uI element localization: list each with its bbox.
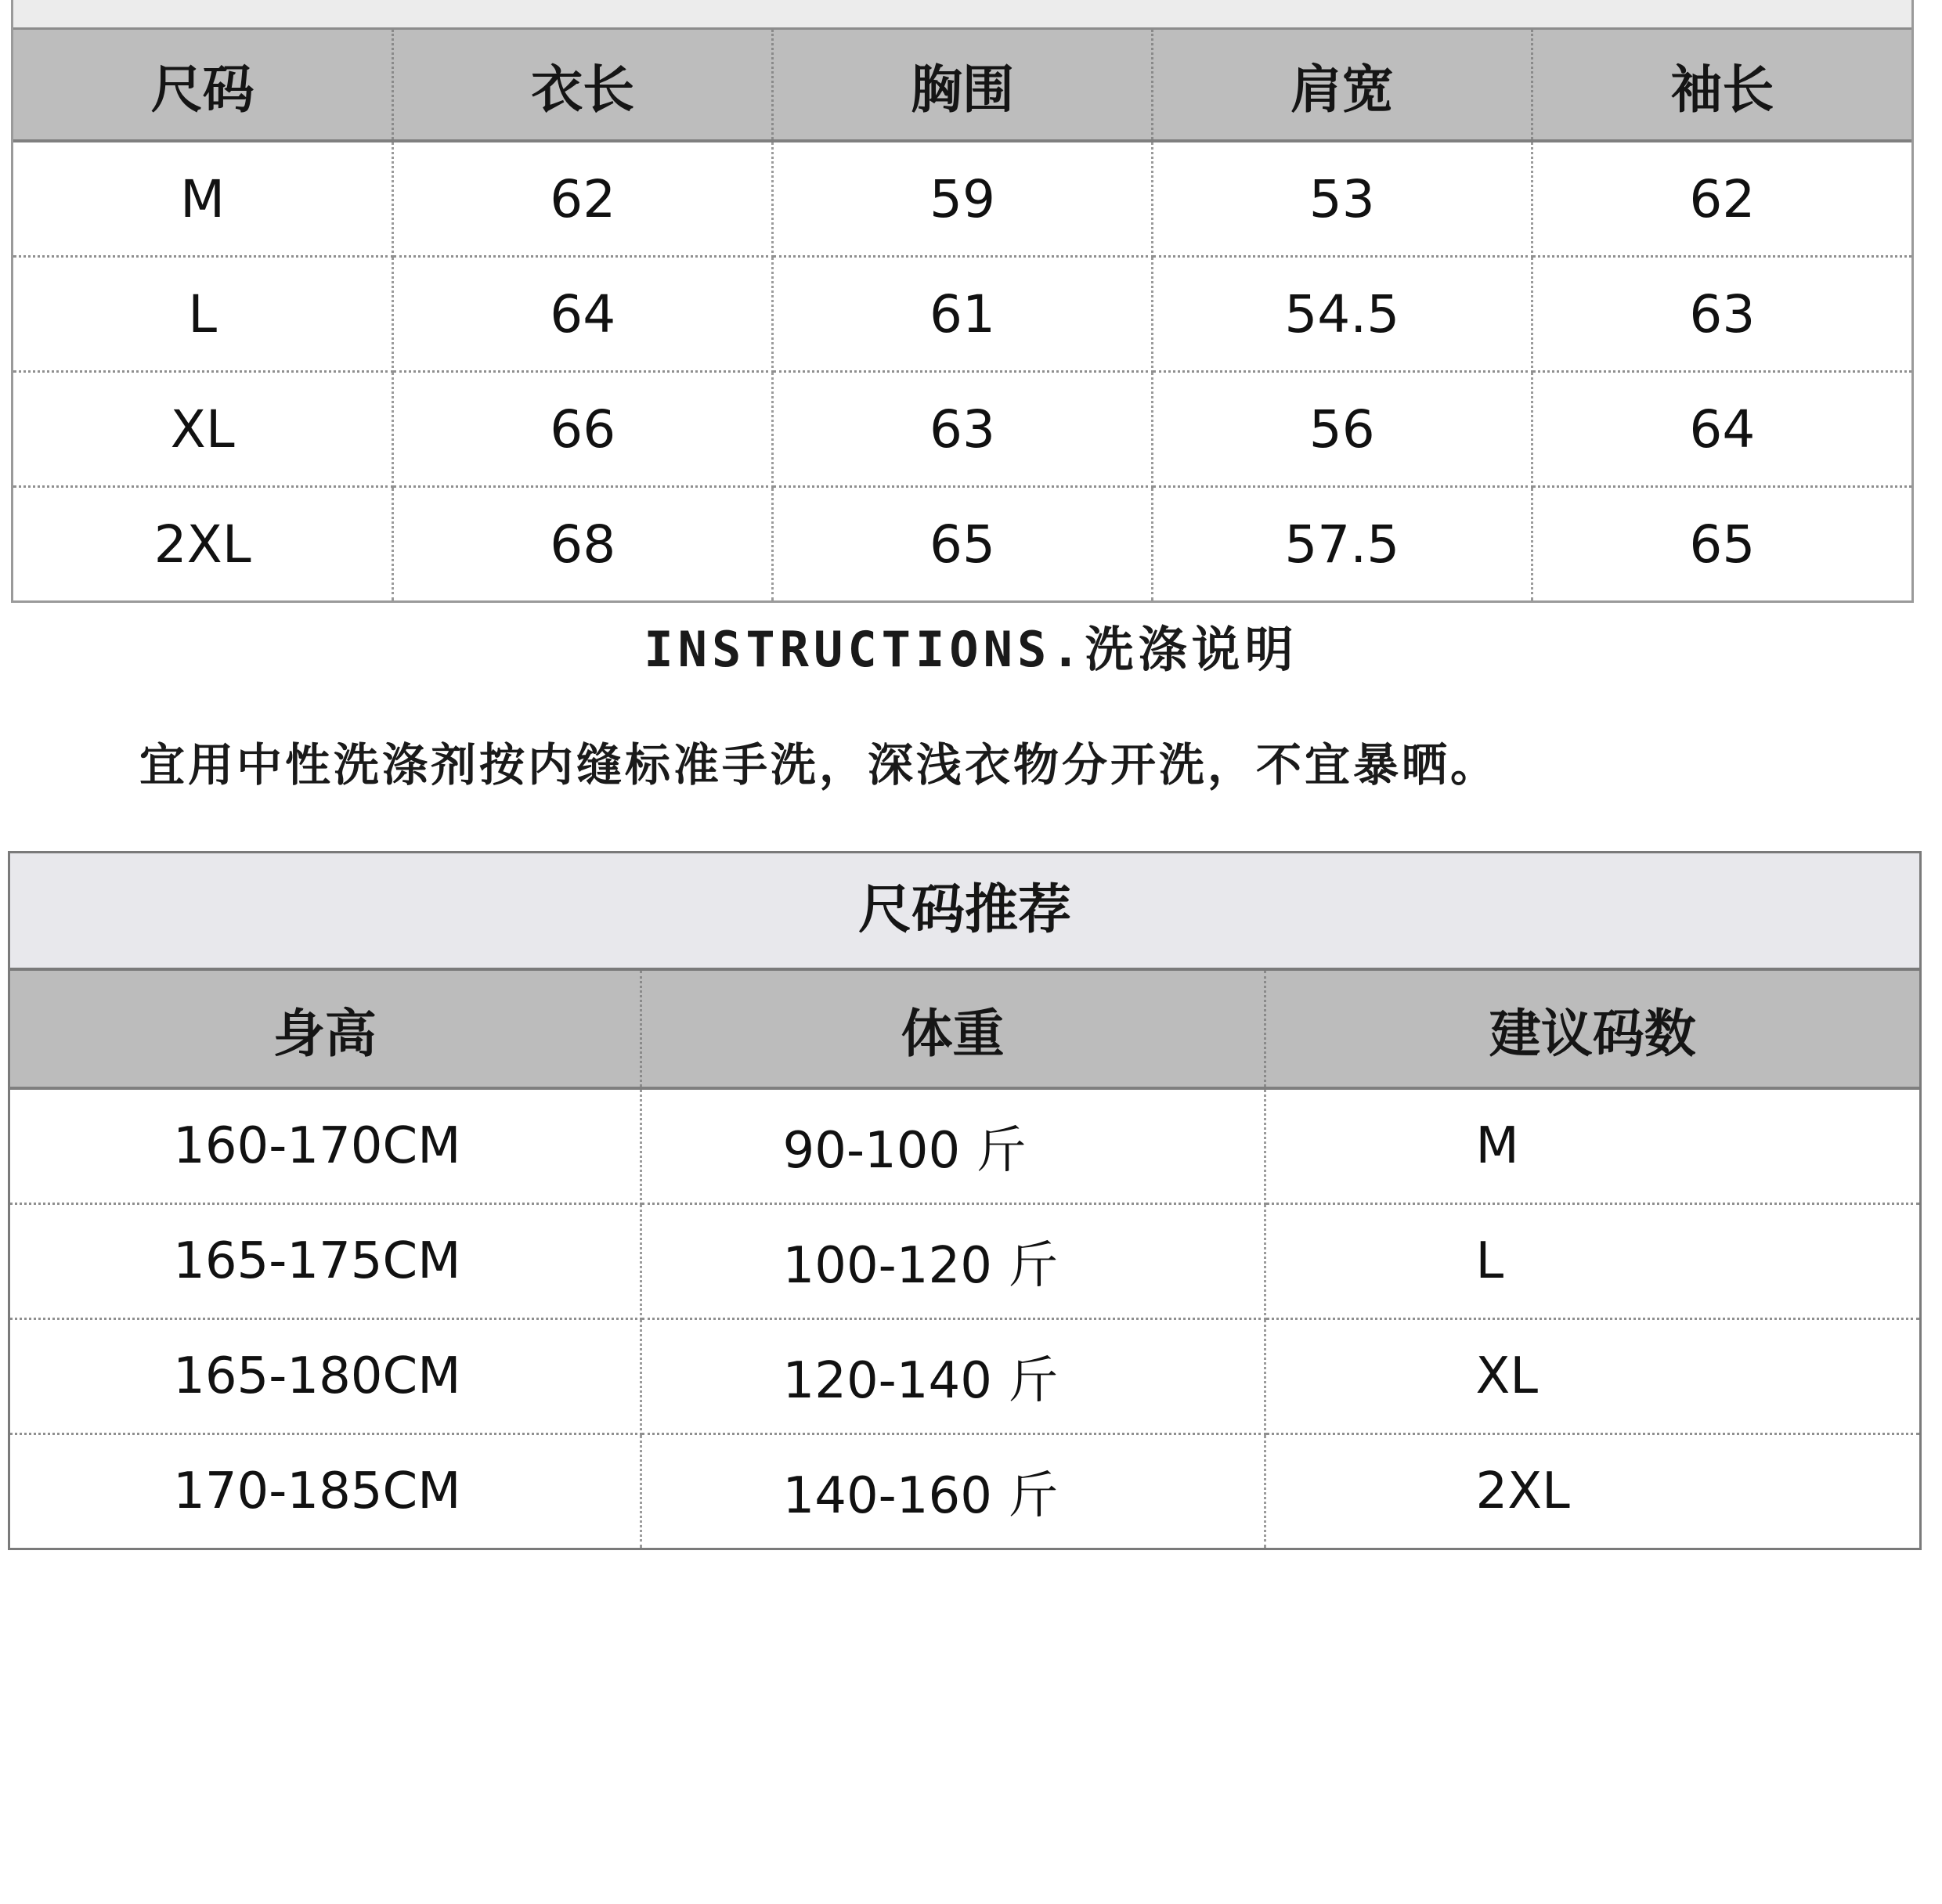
table-row xyxy=(13,257,1911,372)
header-sleeve: 袖长 xyxy=(1532,30,1911,141)
cell-shoulder: 56 xyxy=(1152,372,1532,487)
cell-chest: 63 xyxy=(773,372,1153,487)
cell-chest: 65 xyxy=(773,487,1153,601)
cell-height: 160-170CM xyxy=(10,1088,641,1204)
cell-size: 2XL xyxy=(13,487,393,601)
cell-weight: 140-160 斤 xyxy=(641,1434,1265,1549)
header-length: 衣长 xyxy=(393,30,773,141)
cell-height: 165-175CM xyxy=(10,1204,641,1319)
cell-shoulder: 57.5 xyxy=(1152,487,1532,601)
size-table-header-row xyxy=(13,30,1911,141)
cell-length: 62 xyxy=(393,141,773,257)
cell-chest: 61 xyxy=(773,257,1153,372)
table-row xyxy=(13,487,1911,601)
recommendation-header-row xyxy=(10,971,1919,1088)
recommendation-table xyxy=(10,971,1919,1548)
recommendation-chart xyxy=(8,851,1922,1550)
header-shoulder: 肩宽 xyxy=(1152,30,1532,141)
cell-height: 165-180CM xyxy=(10,1319,641,1434)
header-size: 尺码 xyxy=(13,30,393,141)
table-row xyxy=(10,1204,1919,1319)
cell-size: M xyxy=(13,141,393,257)
cell-shoulder: 54.5 xyxy=(1152,257,1532,372)
table-row xyxy=(10,1319,1919,1434)
recommendation-title: 尺码推荐 xyxy=(10,853,1919,971)
cell-suggested-size: M xyxy=(1265,1088,1919,1204)
cell-sleeve: 63 xyxy=(1532,257,1911,372)
table-row xyxy=(13,141,1911,257)
cell-sleeve: 64 xyxy=(1532,372,1911,487)
cell-size: XL xyxy=(13,372,393,487)
cell-chest: 59 xyxy=(773,141,1153,257)
header-chest: 胸围 xyxy=(773,30,1153,141)
cell-suggested-size: L xyxy=(1265,1204,1919,1319)
cell-shoulder: 53 xyxy=(1152,141,1532,257)
cell-sleeve: 62 xyxy=(1532,141,1911,257)
size-table xyxy=(13,30,1911,600)
cell-sleeve: 65 xyxy=(1689,514,1756,575)
header-weight: 体重 xyxy=(641,971,1265,1088)
cell-weight: 100-120 斤 xyxy=(641,1204,1265,1319)
header-suggested-size: 建议码数 xyxy=(1265,971,1919,1088)
cell-suggested-size: XL xyxy=(1265,1319,1919,1434)
cell-length: 66 xyxy=(393,372,773,487)
cell-length: 64 xyxy=(393,257,773,372)
table-row xyxy=(10,1088,1919,1204)
cell-length: 68 xyxy=(393,487,773,601)
header-height: 身高 xyxy=(10,971,641,1088)
cell-weight: 90-100 斤 xyxy=(641,1088,1265,1204)
instructions-title: INSTRUCTIONS.洗涤说明 xyxy=(644,621,1298,678)
cell-weight: 120-140 斤 xyxy=(641,1319,1265,1434)
cell-height: 170-185CM xyxy=(10,1434,641,1549)
table-row xyxy=(13,372,1911,487)
size-chart-title-band xyxy=(13,0,1911,30)
table-row xyxy=(10,1434,1919,1549)
cell-suggested-size: 2XL xyxy=(1475,1462,1570,1520)
size-chart xyxy=(11,0,1914,603)
instructions-text: 宜用中性洗涤剂按内缝标准手洗，深浅衣物分开洗，不宜暴晒。 xyxy=(139,738,1500,792)
cell-size: L xyxy=(13,257,393,372)
